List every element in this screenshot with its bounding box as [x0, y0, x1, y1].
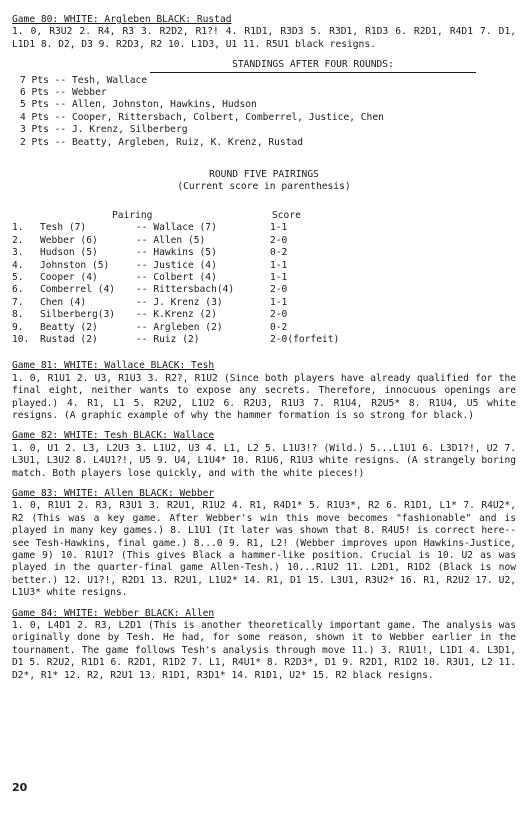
pairing-score: 2-0 — [270, 234, 288, 246]
pairing-white: Beatty (2) — [40, 321, 98, 333]
pairing-white: Silberberg(3) — [40, 309, 116, 321]
pairing-num: 3. — [12, 247, 24, 259]
pairing-black: -- Colbert (4) — [136, 271, 217, 283]
pairing-white: Chen (4) — [40, 296, 87, 308]
game-moves: 1. 0, L4D1 2. R3, L2D1 (This is another theoretically important game. The analysis was originally done by Tesh. He had, for some reason, shown it to Webber earlier in the tournament. The game follows Tesh's analysis through move 11.) 3. R1U1!, L1D1 4. L3D1, D1 5. R2U2, R1D1 6. R2D1, R1D2 7. L1, R4U1* 8. R2D3*, D1 9. R2D1, R1D2 10. R3U1, L2 11. D2*, R1* 12. R2, R2U1 13. R1D1, R3D1* 14. R1D1, U2* 15. R2 black resigns. — [12, 620, 516, 681]
standings-section — [12, 59, 516, 149]
pairing-black: -- Hawkins (5) — [136, 247, 217, 259]
pairing-num: 4. — [12, 259, 24, 271]
pairing-score: 0-2 — [270, 247, 288, 259]
pairing-row — [12, 322, 516, 334]
game-header: Game 83: WHITE: Allen BLACK: Webber — [12, 488, 215, 499]
pairing-num: 7. — [12, 296, 24, 308]
pairing-score: 1-1 — [270, 271, 288, 283]
standings-row: 3 Pts -- J. Krenz, Silberberg — [20, 124, 188, 136]
pairing-row — [12, 272, 516, 284]
pairing-num: 6. — [12, 284, 24, 296]
pairing-white: Tesh (7) — [40, 222, 87, 234]
pairing-num: 5. — [12, 271, 24, 283]
pairing-row — [12, 309, 516, 321]
pairing-score: 1-1 — [270, 296, 288, 308]
game-moves: 1. 0, R1U1 2. U3, R1U3 3. R2?, R1U2 (Since both players have already qualified for the final eight, neither wants to expose any secrets. Therefore, innocuous openings are played.) 4. R1, L1 5. R2U2, L1U2 6. R2U3, R1U3 7. R1U4, R2U5* 8. R1U4, U5 white resigns. (A graphic example of why the hammer formation is so strong for black.) — [12, 372, 516, 421]
pairing-black: -- J. Krenz (3) — [136, 296, 223, 308]
page-number: 20 — [12, 781, 28, 794]
col-pairing: Pairing — [112, 209, 153, 221]
standings-title: STANDINGS AFTER FOUR ROUNDS: — [150, 59, 476, 72]
standings-row: 7 Pts -- Tesh, Wallace — [20, 74, 148, 86]
pairings-table — [12, 210, 516, 346]
game-moves: 1. 0, U1 2. L3, L2U3 3. L1U2, U3 4. L1, L2 5. L1U3!? (Wild.) 5...L1U1 6. L3D1?!, U2 7. L3U1, L3U2 8. L4U1?!, U5 9. U4, L1U4* 10. R1U6, R1U3 white resigns. (A strangely boring match. Both players lose quickly, and with the white pieces!) — [12, 442, 516, 479]
pairing-score: 2-0 — [270, 309, 288, 321]
pairing-num: 8. — [12, 309, 24, 321]
game-83 — [12, 488, 516, 600]
round-five-section — [12, 169, 516, 346]
pairing-black: -- K.Krenz (2) — [136, 309, 217, 321]
game-80 — [12, 14, 516, 51]
pairing-black: -- Justice (4) — [136, 259, 217, 271]
pairing-white: Webber (6) — [40, 234, 98, 246]
standings-row: 4 Pts -- Cooper, Rittersbach, Colbert, Comberrel, Justice, Chen — [20, 111, 384, 123]
pairing-white: Rustad (2) — [40, 333, 98, 345]
pairing-score: 2-0 — [270, 284, 288, 296]
col-score: Score — [272, 209, 301, 221]
game-84 — [12, 608, 516, 682]
pairing-num: 9. — [12, 321, 24, 333]
pairing-white: Comberrel (4) — [40, 284, 116, 296]
standings-list — [20, 75, 516, 149]
pairing-black: -- Ruiz (2) — [136, 333, 200, 345]
game-header: Game 80: WHITE: Argleben BLACK: Rustad — [12, 14, 232, 25]
pairing-black: -- Wallace (7) — [136, 222, 217, 234]
standings-row: 6 Pts -- Webber — [20, 87, 107, 99]
pairing-row — [12, 297, 516, 309]
pairing-black: -- Allen (5) — [136, 234, 206, 246]
pairing-num: 2. — [12, 234, 24, 246]
pairing-row — [12, 334, 516, 346]
game-moves: 1. 0, R1U1 2. R3, R3U1 3. R2U1, R1U2 4. R1, R4D1* 5. R1U3*, R2 6. R1D1, L1* 7. R4U2*, R2 (This was a key game. After Webber's win this move becomes "fashionable" and is played in many key games.) 8. L1U1 (It later was shown that 8. R4U5! is correct here-- see Tesh-Hawkins, final game.) 8...0 9. R1, L2! (Webber improves upon Hawkins-Justice, game 9) 10. R1U1? (This gives Black a hammer-like position. Crucial is 10. U2 as was played in the quarter-final game Allen-Tesh.) 10...R1U2 11. L2D1, R1D2 (Black is now better.) 12. U1?!, R2D1 13. R2U1, L1U2* 14. R1, D1 15. L3U1, R3U2* 16. R1, R2U2 17. U2, L1U3* white resigns. — [12, 500, 516, 599]
pairing-black: -- Argleben (2) — [136, 321, 223, 333]
pairing-row — [12, 235, 516, 247]
pairings-header — [112, 210, 516, 222]
standings-row: 5 Pts -- Allen, Johnston, Hawkins, Hudson — [20, 99, 257, 111]
game-header: Game 84: WHITE: Webber BLACK: Allen — [12, 607, 215, 619]
pairing-num: 1. — [12, 222, 24, 234]
game-82 — [12, 430, 516, 480]
pairing-row — [12, 222, 516, 234]
pairing-num: 10. — [12, 333, 30, 345]
round-subtitle: (Current score in parenthesis) — [177, 181, 351, 193]
pairing-row — [12, 260, 516, 272]
game-moves: 1. 0, R3U2 2. R4, R3 3. R2D2, R1?! 4. R1D1, R3D3 5. R3D1, R1D3 6. R2D1, R4D1 7. D1, L1D1 8. D2, D3 9. R2D3, R2 10. L1D3, U1 11. R5U1 black resigns. — [12, 26, 516, 50]
game-header: Game 81: WHITE: Wallace BLACK: Tesh — [12, 360, 215, 372]
pairing-white: Cooper (4) — [40, 271, 98, 283]
game-81 — [12, 360, 516, 422]
pairing-black: -- Rittersbach(4) — [136, 284, 235, 296]
pairing-row — [12, 247, 516, 259]
pairing-white: Hudson (5) — [40, 247, 98, 259]
pairing-score: 1-1 — [270, 259, 288, 271]
pairing-row — [12, 284, 516, 296]
pairing-score: 0-2 — [270, 321, 288, 333]
pairing-white: Johnston (5) — [40, 259, 110, 271]
document-page — [12, 14, 516, 690]
game-header: Game 82: WHITE: Tesh BLACK: Wallace — [12, 430, 215, 442]
standings-row: 2 Pts -- Beatty, Argleben, Ruiz, K. Krenz, Rustad — [20, 136, 304, 148]
round-title: ROUND FIVE PAIRINGS — [209, 169, 319, 181]
pairing-score: 1-1 — [270, 222, 288, 234]
pairing-score: 2-0(forfeit) — [270, 333, 340, 345]
